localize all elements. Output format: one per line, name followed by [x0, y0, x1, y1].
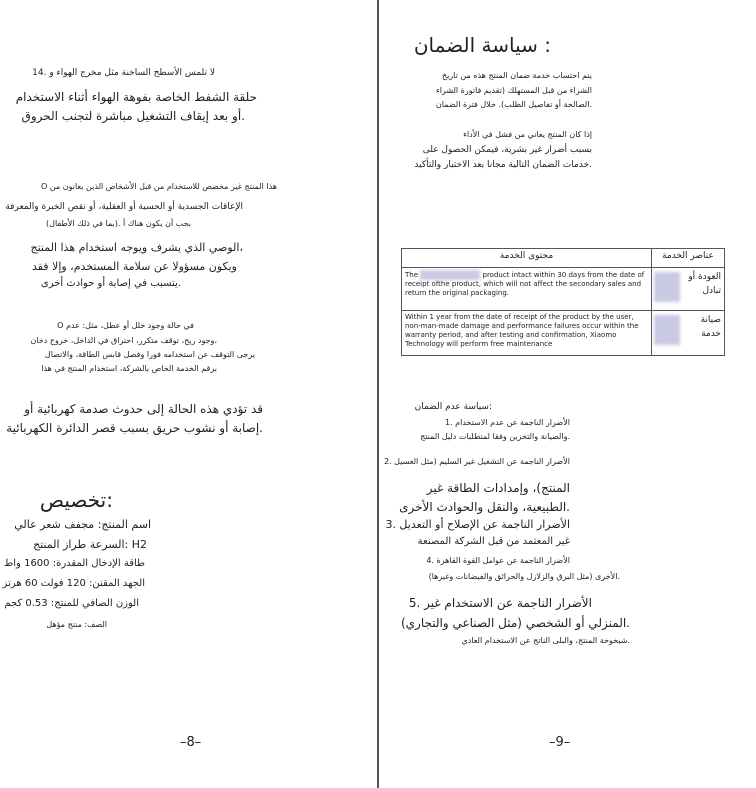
spec-weight: الوزن الصافي للمنتج: 0.53 كجم	[4, 598, 139, 609]
spec-power: طاقة الإدخال المقدرة: 1600 واط	[4, 558, 145, 569]
non-warranty-title: :سياسة عدم الضمان	[414, 402, 492, 412]
table-cell-content: Within 1 year from the date of receipt of the product by the user, non-man-made damage and performance failures occur within the warranty period, and after testing and confirmation, Xiaomo Technology will perform free maintenance	[402, 311, 652, 356]
page-number: –8–	[180, 735, 202, 750]
spec-model: H2 :السرعة طراز المنتج	[33, 538, 147, 551]
table-row	[402, 268, 725, 311]
text-line: المنتج)، وإمدادات الطاقة غير	[426, 481, 570, 495]
text-line: .والصيانة والتخزين وفقا لمتطلبات دليل المنتج	[420, 432, 570, 441]
page-right	[379, 0, 756, 788]
page-left	[0, 0, 377, 788]
text-line: .المنزلي أو الشخصي (مثل الصناعي والتجاري)	[400, 616, 630, 630]
page-number: –9–	[549, 735, 571, 750]
text-line: الإعاقات الجسدية أو الحسية أو العقلية، أو نقص الخبرة والمعرفة	[5, 202, 243, 212]
text-line: برقم الخدمة الخاص بالشركة، استخدام المنتج في هذا	[41, 364, 217, 373]
table-cell-item: العودة أو تبادل	[652, 268, 725, 311]
text-line: .الأخرى (مثل البرق والزلازل والحرائق والفيضانات وغيرها)	[428, 572, 620, 581]
redacted-text	[654, 315, 680, 345]
warranty-table	[401, 248, 725, 356]
text-line: بسبب أضرار غير بشرية، فيمكن الحصول على	[422, 145, 592, 155]
safety-item-14: لا تلمس الأسطح الساخنة مثل مخرج الهواء و .14	[32, 68, 215, 78]
text-line: .خدمات الضمان التالية مجانا بعد الاختبار والتأكيد	[414, 160, 592, 170]
spec-grade: الصف: منتج مؤهل	[46, 620, 107, 629]
table-row	[402, 311, 725, 356]
text-line: .أو بعد إيقاف التشغيل مباشرة لتجنب الحروق	[21, 109, 245, 123]
text-line: ،الوصي الذي يشرف ويوجه استخدام هذا المنتج	[30, 241, 243, 254]
text-line: هذا المنتج غير مخصص للاستخدام من قبل الأشخاص الذين يعانون من O	[41, 182, 277, 191]
text-line: حلقة الشفط الخاصة بفوهة الهواء أثناء الاستخدام	[15, 90, 257, 104]
table-cell-item: صيانة خدمة	[652, 311, 725, 356]
text-line: غير المعتمد من قبل الشركة المصنعة	[417, 536, 570, 547]
spec-title: :تخصيص	[39, 488, 113, 512]
text-line: إذا كان المنتج يعاني من فشل في الأداء	[463, 130, 592, 139]
text-line: .الطبيعية، والنقل والحوادث الأخرى	[399, 500, 570, 514]
table-header-items: عناصر الخدمة	[652, 249, 725, 268]
spec-voltage: الجهد المقنن: 120 فولت 60 هرتز	[2, 578, 145, 589]
text-line: ويكون مسؤولا عن سلامة المستخدم، وإلا فقد	[31, 260, 237, 273]
text-line: الأضرار الناجمة عن عدم الاستخدام .1	[444, 418, 570, 427]
warranty-title: : سياسة الضمان	[413, 33, 551, 57]
text-line: قد تؤدي هذه الحالة إلى حدوث صدمة كهربائية أو	[24, 402, 263, 416]
text-line: يرجى التوقف عن استخدامه فورا وفصل قابس الطاقة، والاتصال	[44, 350, 255, 359]
text-line: بجب أن يكون هناك أ .(بما في ذلك الأطفال)	[46, 219, 191, 228]
redacted-text	[420, 270, 480, 280]
spec-name: اسم المنتج: مجفف شعر عالي	[14, 518, 151, 531]
text-line: .شيخوخة المنتج، والبلى الناتج عن الاستخدام العادي	[461, 636, 630, 645]
text-line: يتم احتساب خدمة ضمان المنتج هذه من تاريخ	[441, 71, 592, 80]
text-line: الأضرار الناجمة عن عوامل القوة القاهرة .4	[426, 556, 570, 565]
text-line: .إصابة أو نشوب حريق بسبب قصر الدائرة الكهربائية	[6, 421, 263, 435]
text-line: .الصالحة أو تفاصيل الطلب). خلال فترة الضمان	[435, 100, 592, 109]
text-line: الأضرار الناجمة عن الإصلاح أو التعديل .3	[385, 518, 570, 531]
text-line: .يتسبب في إصابة أو حوادث أخرى	[40, 278, 181, 289]
text-line: الأضرار الناجمة عن التشغيل غير السليم (مثل الغسيل .2	[383, 457, 570, 466]
text-line: الأضرار الناجمة عن الاستخدام غير .5	[408, 596, 592, 610]
text-line: ،وجود ريح، توقف متكرر، احتراق في الداخل، خروج دخان	[30, 336, 217, 345]
table-header-content: محتوى الخدمة	[402, 249, 652, 268]
text-line: الشراء من قبل المستهلك (تقديم فاتورة الشراء	[435, 86, 592, 95]
text-line: في حالة وجود خلل أو عطل، مثل: عدم O	[57, 321, 194, 330]
redacted-text	[654, 272, 680, 302]
table-cell-content: The product intact within 30 days from the date of receipt ofthe product, which will not affect the secondary sales and return the original packaging.	[402, 268, 652, 311]
